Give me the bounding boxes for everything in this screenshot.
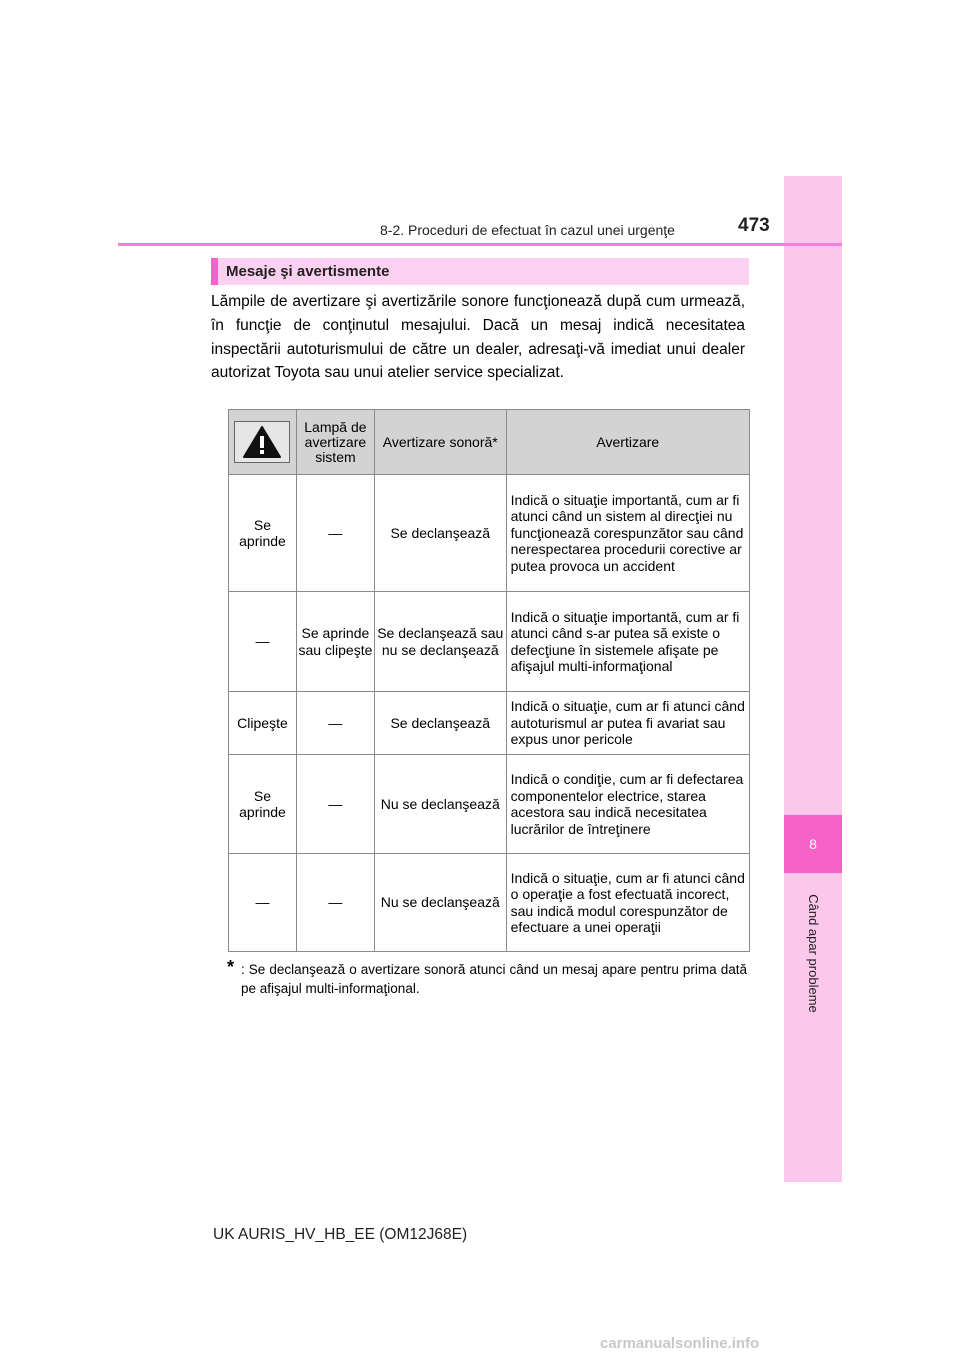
cell-warning: Indică o condiţie, cum ar fi defectarea componentelor electrice, starea acestora sau indică necesitatea lucrărilor de întreţinere	[506, 755, 749, 854]
chapter-label	[786, 878, 840, 1028]
cell-lamp: —	[296, 755, 374, 854]
section-heading: Mesaje şi avertismente	[211, 258, 749, 285]
table-row	[229, 854, 750, 952]
cell-warning: Indică o situaţie, cum ar fi atunci când o operaţie a fost efectuată incorect, sau indică modul corespunzător de efectuare a unei operaţii	[506, 854, 749, 952]
intro-paragraph: Lămpile de avertizare şi avertizările sonore funcţionează după cum urmează, în funcţie de conţinutul mesajului. Dacă un mesaj indică necesitatea inspectării autoturismului de către un dealer, adresaţi-vă imediat unui dealer autorizat Toyota sau unui atelier service specializat.	[211, 293, 745, 382]
footnote-marker: *	[227, 957, 235, 977]
header-warning: Avertizare	[506, 410, 749, 475]
page-header-title: 8-2. Proceduri de efectuat în cazul unei urgenţe	[380, 222, 675, 238]
table-row	[229, 592, 750, 692]
cell-lamp: Se aprinde sau clipeşte	[296, 592, 374, 692]
header-divider	[118, 243, 842, 246]
cell-warning: Indică o situaţie importantă, cum ar fi atunci când s-ar putea să existe o defecţiune în sistemele afişate pe afişajul multi-informaţional	[506, 592, 749, 692]
cell-buzzer: Nu se declanşează	[374, 854, 506, 952]
footnote-text: : Se declanşează o avertizare sonoră atunci când un mesaj apare pentru prima dată pe afişajul multi-informaţional.	[241, 962, 747, 996]
table-row	[229, 475, 750, 592]
cell-buzzer: Nu se declanşează	[374, 755, 506, 854]
chapter-side-tab	[784, 176, 842, 1182]
chapter-number: 8	[784, 815, 842, 873]
page-number: 473	[738, 215, 770, 236]
cell-lamp: —	[296, 475, 374, 592]
cell-display: Clipeşte	[229, 692, 297, 755]
warning-table	[228, 409, 750, 952]
cell-buzzer: Se declanşează	[374, 692, 506, 755]
cell-warning: Indică o situaţie importantă, cum ar fi atunci când un sistem al direcţiei nu funcţionează corespunzător sau când nerespectarea procedurii corective ar putea provoca un accident	[506, 475, 749, 592]
table-row	[229, 692, 750, 755]
table-row	[229, 755, 750, 854]
footer-model-code: UK AURIS_HV_HB_EE (OM12J68E)	[213, 1226, 468, 1243]
header-lamp: Lampă de avertizare sistem	[296, 410, 374, 475]
cell-display: —	[229, 592, 297, 692]
cell-lamp: —	[296, 692, 374, 755]
cell-buzzer: Se declanşează sau nu se declanşează	[374, 592, 506, 692]
cell-warning: Indică o situaţie, cum ar fi atunci când autoturismul ar putea fi avariat sau expus unor pericole	[506, 692, 749, 755]
table-header-row	[229, 410, 750, 475]
cell-lamp: —	[296, 854, 374, 952]
header-buzzer: Avertizare sonoră*	[374, 410, 506, 475]
warning-triangle-icon	[234, 421, 290, 463]
cell-display: Se aprinde	[229, 755, 297, 854]
cell-display: Se aprinde	[229, 475, 297, 592]
cell-display: —	[229, 854, 297, 952]
header-icon-cell	[229, 410, 297, 475]
chapter-label-text: Când apar probleme	[805, 893, 821, 1013]
cell-buzzer: Se declanşează	[374, 475, 506, 592]
watermark: carmanualsonline.info	[600, 1335, 760, 1352]
footnote	[227, 957, 747, 998]
